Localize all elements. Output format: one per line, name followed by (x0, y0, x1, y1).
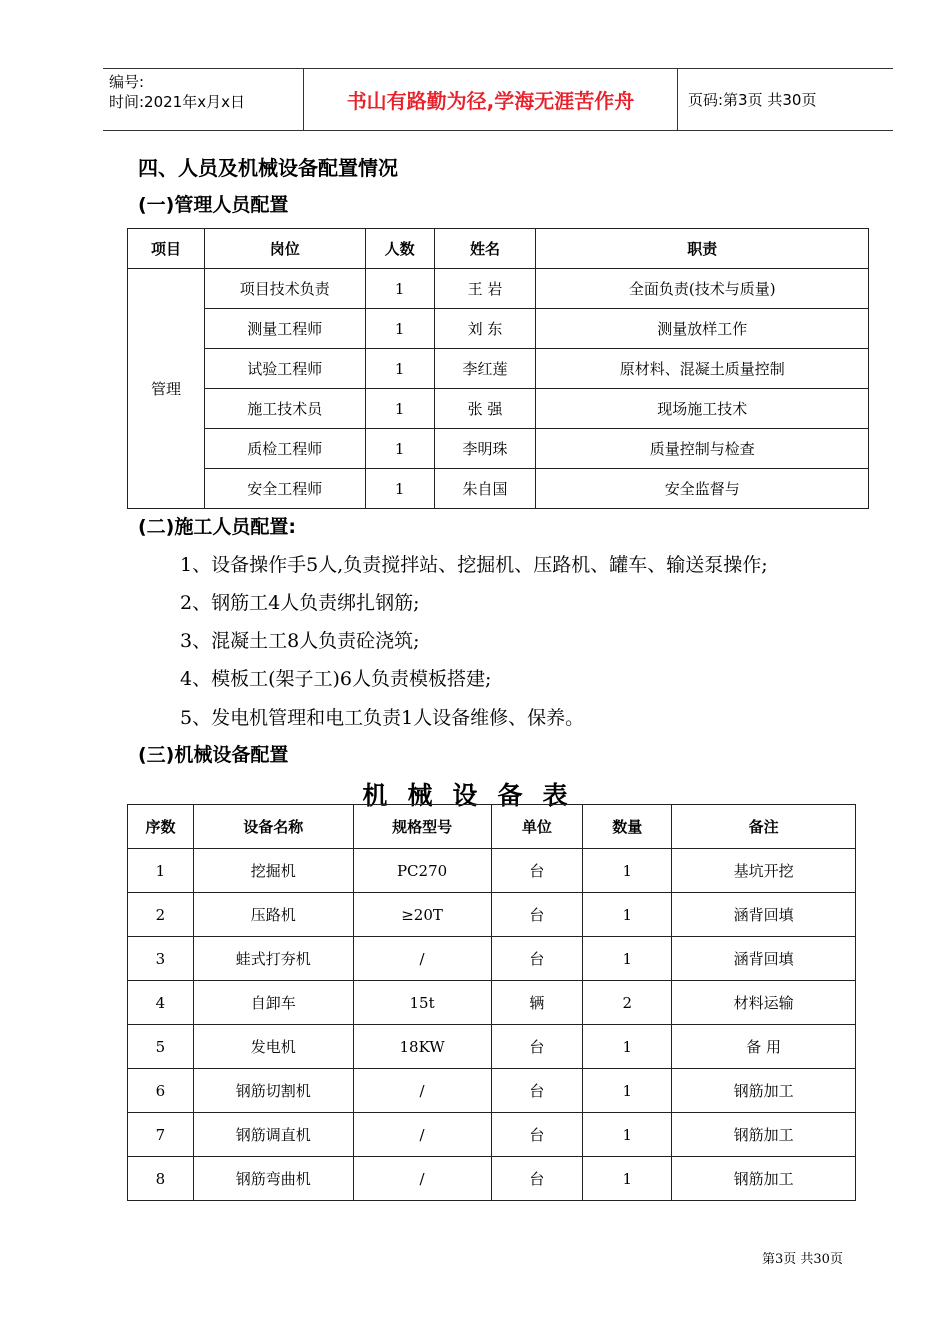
cell-note: 钢筋加工 (672, 1113, 856, 1157)
cell-name: 李红莲 (434, 349, 536, 389)
equip-header-row (128, 805, 856, 849)
cell-note: 钢筋加工 (672, 1157, 856, 1201)
cell-qty: 1 (583, 937, 672, 981)
cell-duty: 安全监督与 (536, 469, 869, 509)
cell-no: 3 (128, 937, 194, 981)
mgmt-table (127, 228, 869, 509)
header-motto: 书山有路勤为径,学海无涯苦作舟 (303, 69, 678, 130)
cell-name: 李明珠 (434, 429, 536, 469)
cell-no: 7 (128, 1113, 194, 1157)
worker-item: 5、发电机管理和电工负责1人设备维修、保养。 (180, 707, 585, 729)
cell-post: 质检工程师 (204, 429, 365, 469)
equip-col-header: 规格型号 (353, 805, 491, 849)
cell-qty: 1 (583, 1113, 672, 1157)
cell-count: 1 (365, 309, 434, 349)
cell-name: 王 岩 (434, 269, 536, 309)
equip-col-header: 单位 (491, 805, 583, 849)
cell-no: 4 (128, 981, 194, 1025)
cell-spec: 15t (353, 981, 491, 1025)
mgmt-header-row (128, 229, 869, 269)
cell-spec: / (353, 937, 491, 981)
cell-spec: PC270 (353, 849, 491, 893)
table-row (128, 269, 869, 309)
mgmt-col-header: 人数 (365, 229, 434, 269)
equip-table (127, 804, 856, 1201)
equip-col-header: 数量 (583, 805, 672, 849)
cell-no: 6 (128, 1069, 194, 1113)
header-page-label: 页码:第3页 共30页 (688, 91, 817, 109)
cell-unit: 台 (491, 1113, 583, 1157)
cell-qty: 1 (583, 1069, 672, 1113)
cell-count: 1 (365, 349, 434, 389)
cell-unit: 台 (491, 849, 583, 893)
equip-col-header: 序数 (128, 805, 194, 849)
cell-unit: 辆 (491, 981, 583, 1025)
cell-count: 1 (365, 469, 434, 509)
cell-note: 备 用 (672, 1025, 856, 1069)
cell-name: 刘 东 (434, 309, 536, 349)
group-cell: 管理 (128, 269, 205, 509)
mgmt-heading: (一)管理人员配置 (138, 194, 289, 216)
cell-count: 1 (365, 269, 434, 309)
cell-no: 5 (128, 1025, 194, 1069)
cell-name: 张 强 (434, 389, 536, 429)
cell-spec: 18KW (353, 1025, 491, 1069)
worker-item: 1、设备操作手5人,负责搅拌站、挖掘机、压路机、罐车、输送泵操作; (180, 554, 768, 576)
cell-name: 蛙式打夯机 (193, 937, 353, 981)
cell-name: 钢筋弯曲机 (193, 1157, 353, 1201)
table-row (128, 849, 856, 893)
cell-name: 压路机 (193, 893, 353, 937)
cell-note: 钢筋加工 (672, 1069, 856, 1113)
cell-qty: 1 (583, 1025, 672, 1069)
cell-unit: 台 (491, 1157, 583, 1201)
cell-no: 1 (128, 849, 194, 893)
cell-count: 1 (365, 429, 434, 469)
cell-name: 发电机 (193, 1025, 353, 1069)
table-row (128, 1069, 856, 1113)
mgmt-col-header: 姓名 (434, 229, 536, 269)
page-footer: 第3页 共30页 (762, 1252, 843, 1267)
table-row (128, 1025, 856, 1069)
cell-unit: 台 (491, 937, 583, 981)
mgmt-col-header: 职责 (536, 229, 869, 269)
cell-note: 涵背回填 (672, 893, 856, 937)
worker-item: 3、混凝土工8人负责砼浇筑; (180, 630, 420, 652)
cell-note: 基坑开挖 (672, 849, 856, 893)
cell-duty: 原材料、混凝土质量控制 (536, 349, 869, 389)
section-title: 四、人员及机械设备配置情况 (138, 156, 398, 180)
cell-no: 2 (128, 893, 194, 937)
table-row (128, 389, 869, 429)
table-row (128, 349, 869, 389)
table-row (128, 893, 856, 937)
table-row (128, 309, 869, 349)
cell-duty: 质量控制与检查 (536, 429, 869, 469)
cell-duty: 全面负责(技术与质量) (536, 269, 869, 309)
worker-item: 2、钢筋工4人负责绑扎钢筋; (180, 592, 420, 614)
cell-duty: 现场施工技术 (536, 389, 869, 429)
number-label: 编号: (109, 73, 145, 91)
cell-unit: 台 (491, 1025, 583, 1069)
time-label: 时间:2021年x月x日 (109, 93, 245, 111)
cell-post: 安全工程师 (204, 469, 365, 509)
table-row (128, 429, 869, 469)
mgmt-col-header: 项目 (128, 229, 205, 269)
equip-heading: (三)机械设备配置 (138, 744, 289, 766)
page-header (103, 68, 893, 131)
equip-col-header: 备注 (672, 805, 856, 849)
cell-unit: 台 (491, 893, 583, 937)
cell-post: 测量工程师 (204, 309, 365, 349)
cell-qty: 1 (583, 1157, 672, 1201)
cell-name: 钢筋调直机 (193, 1113, 353, 1157)
cell-no: 8 (128, 1157, 194, 1201)
cell-name: 钢筋切割机 (193, 1069, 353, 1113)
mgmt-col-header: 岗位 (204, 229, 365, 269)
cell-note: 材料运输 (672, 981, 856, 1025)
header-meta (103, 69, 303, 130)
equip-table-title: 机械设备表 (362, 781, 588, 810)
cell-count: 1 (365, 389, 434, 429)
cell-qty: 1 (583, 893, 672, 937)
cell-name: 朱自国 (434, 469, 536, 509)
table-row (128, 981, 856, 1025)
equip-col-header: 设备名称 (193, 805, 353, 849)
table-row (128, 1113, 856, 1157)
cell-qty: 1 (583, 849, 672, 893)
cell-post: 施工技术员 (204, 389, 365, 429)
cell-spec: / (353, 1113, 491, 1157)
cell-spec: / (353, 1069, 491, 1113)
cell-post: 试验工程师 (204, 349, 365, 389)
table-row (128, 1157, 856, 1201)
cell-post: 项目技术负责 (204, 269, 365, 309)
worker-item: 4、模板工(架子工)6人负责模板搭建; (180, 668, 492, 690)
table-row (128, 937, 856, 981)
cell-duty: 测量放样工作 (536, 309, 869, 349)
cell-name: 自卸车 (193, 981, 353, 1025)
cell-note: 涵背回填 (672, 937, 856, 981)
cell-qty: 2 (583, 981, 672, 1025)
cell-unit: 台 (491, 1069, 583, 1113)
workers-heading: (二)施工人员配置: (138, 516, 296, 538)
cell-spec: ≥20T (353, 893, 491, 937)
cell-spec: / (353, 1157, 491, 1201)
table-row (128, 469, 869, 509)
cell-name: 挖掘机 (193, 849, 353, 893)
